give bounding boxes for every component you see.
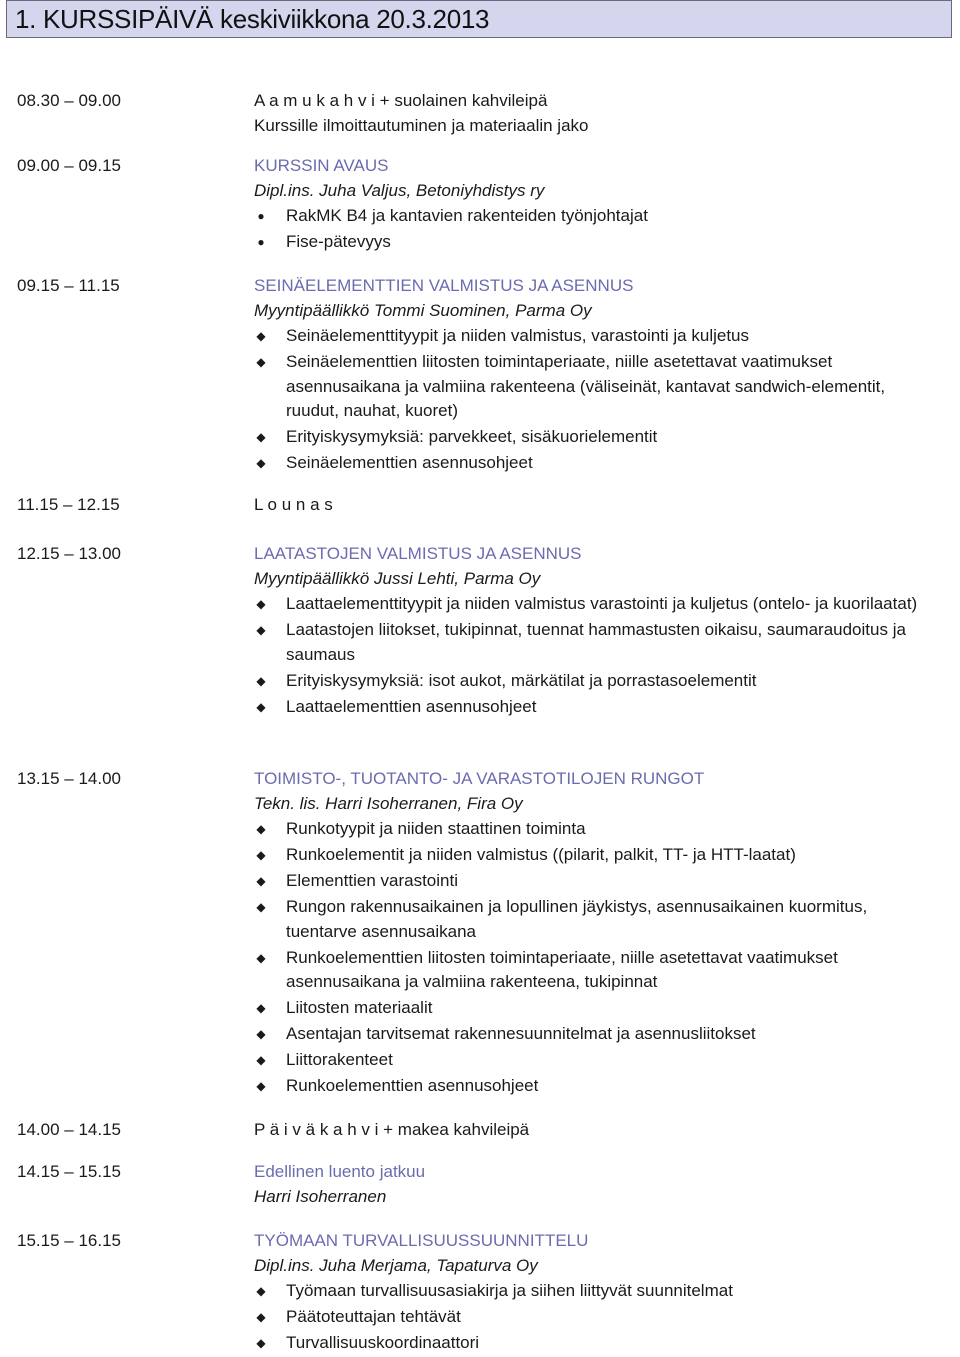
diamond-bullet-icon: ◆ xyxy=(256,848,266,862)
session-title: TYÖMAAN TURVALLISUUSSUUNNITTELU xyxy=(254,1231,589,1250)
diamond-bullet-icon: ◆ xyxy=(256,950,266,965)
session-title: KURSSIN AVAUS xyxy=(254,156,389,175)
session-title: SEINÄELEMENTTIEN VALMISTUS JA ASENNUS xyxy=(254,276,634,295)
list-item: ◆ Asentajan tarvitsemat rakennesuunnitelmat ja asennusliitokset xyxy=(254,1022,924,1047)
item-content xyxy=(254,273,924,477)
diamond-bullet-icon: ◆ xyxy=(256,623,266,637)
list-item: ● RakMK B4 ja kantavien rakenteiden työnjohtajat xyxy=(254,204,924,229)
time-label: 14.00 – 14.15 xyxy=(17,1120,121,1139)
item-content xyxy=(254,492,924,517)
item-content xyxy=(254,1117,924,1142)
session-title: TOIMISTO-, TUOTANTO- JA VARASTOTILOJEN RUNGOT xyxy=(254,769,705,788)
time-label: 12.15 – 13.00 xyxy=(17,544,121,563)
diamond-bullet-icon: ◆ xyxy=(256,822,266,836)
registration-line: Kurssille ilmoittautuminen ja materiaalin jako xyxy=(254,115,589,135)
list-item: ◆ Seinäelementtien liitosten toimintaperiaate, niille asetettavat vaatimukset asennusaikana ja valmiina rakenteena (väliseinät, kantavat sandwich-elementit, ruudut, nauhat, kuoret) xyxy=(254,350,924,424)
topic-list xyxy=(254,204,924,255)
list-item: ◆ Seinäelementtien asennusohjeet xyxy=(254,451,924,476)
list-item: ◆ Runkotyypit ja niiden staattinen toiminta xyxy=(254,817,924,842)
session-title: Edellinen luento jatkuu xyxy=(254,1162,426,1181)
topic-list xyxy=(254,592,924,719)
coffee-line: P ä i v ä k a h v i + makea kahvileipä xyxy=(254,1120,530,1139)
time-label: 09.00 – 09.15 xyxy=(17,156,121,175)
session-title: LAATASTOJEN VALMISTUS JA ASENNUS xyxy=(254,544,582,563)
diamond-bullet-icon: ◆ xyxy=(256,673,266,688)
diamond-bullet-icon: ◆ xyxy=(256,355,266,369)
session-speaker: Myyntipäällikkö Tommi Suominen, Parma Oy xyxy=(254,300,592,320)
diamond-bullet-icon: ◆ xyxy=(256,430,266,444)
diamond-bullet-icon: ◆ xyxy=(256,597,266,611)
lunch-line: L o u n a s xyxy=(254,495,333,514)
diamond-bullet-icon: ◆ xyxy=(256,1284,266,1298)
time-label: 13.15 – 14.00 xyxy=(17,769,121,788)
session-speaker: Myyntipäällikkö Jussi Lehti, Parma Oy xyxy=(254,568,541,588)
diamond-bullet-icon: ◆ xyxy=(256,1053,266,1067)
list-item: ● Fise-pätevyys xyxy=(254,230,924,255)
item-content xyxy=(254,1228,924,1357)
day-title: 1. KURSSIPÄIVÄ keskiviikkona 20.3.2013 xyxy=(15,4,490,34)
diamond-bullet-icon: ◆ xyxy=(256,874,266,888)
bullet-dot-icon: ● xyxy=(257,209,265,223)
item-content xyxy=(254,766,924,1100)
coffee-line: A a m u k a h v i + suolainen kahvileipä xyxy=(254,91,548,110)
diamond-bullet-icon: ◆ xyxy=(256,699,266,714)
item-content xyxy=(254,541,924,721)
list-item: ◆ Rungon rakennusaikainen ja lopullinen jäykistys, asennusaikainen kuormitus, tuentarve asennusaikana xyxy=(254,895,924,944)
diamond-bullet-icon: ◆ xyxy=(256,1001,266,1015)
topic-list xyxy=(254,324,924,476)
list-item: ◆ Runkoelementtien asennusohjeet xyxy=(254,1074,924,1099)
list-item: ◆ Elementtien varastointi xyxy=(254,869,924,894)
diamond-bullet-icon: ◆ xyxy=(256,329,266,343)
list-item: ◆ Laatastojen liitokset, tukipinnat, tuennat hammastusten oikaisu, saumaraudoitus ja saumaus xyxy=(254,618,924,667)
list-item: ◆ Laattaelementtien asennusohjeet xyxy=(254,695,924,720)
diamond-bullet-icon: ◆ xyxy=(256,1310,266,1324)
list-item: ◆ Työmaan turvallisuusasiakirja ja siihen liittyvät suunnitelmat xyxy=(254,1279,924,1304)
topic-list xyxy=(254,1279,924,1356)
list-item: ◆ Liittorakenteet xyxy=(254,1048,924,1073)
item-content xyxy=(254,88,924,137)
diamond-bullet-icon: ◆ xyxy=(256,900,266,914)
list-item: ◆ Runkoelementit ja niiden valmistus ((pilarit, palkit, TT- ja HTT-laatat) xyxy=(254,843,924,868)
day-header xyxy=(6,0,952,38)
list-item: ◆ Erityiskysymyksiä: parvekkeet, sisäkuorielementit xyxy=(254,425,924,450)
session-speaker: Dipl.ins. Juha Valjus, Betoniyhdistys ry xyxy=(254,180,545,200)
item-content xyxy=(254,1159,924,1208)
list-item: ◆ Päätoteuttajan tehtävät xyxy=(254,1305,924,1330)
session-speaker: Harri Isoherranen xyxy=(254,1186,387,1206)
list-item: ◆ Erityiskysymyksiä: isot aukot, märkätilat ja porrastasoelementit xyxy=(254,669,924,694)
session-speaker: Tekn. lis. Harri Isoherranen, Fira Oy xyxy=(254,793,523,813)
list-item: ◆ Laattaelementtityypit ja niiden valmistus varastointi ja kuljetus (ontelo- ja kuorilaatat) xyxy=(254,592,924,617)
diamond-bullet-icon: ◆ xyxy=(256,1079,266,1093)
diamond-bullet-icon: ◆ xyxy=(256,1336,266,1350)
time-label: 11.15 – 12.15 xyxy=(17,495,120,514)
bullet-dot-icon: ● xyxy=(257,235,265,249)
list-item: ◆ Runkoelementtien liitosten toimintaperiaate, niille asetettavat vaatimukset asennusaikana ja valmiina rakenteena, tukipinnat xyxy=(254,946,924,995)
list-item: ◆ Turvallisuuskoordinaattori xyxy=(254,1331,924,1356)
time-label: 14.15 – 15.15 xyxy=(17,1162,121,1181)
time-label: 09.15 – 11.15 xyxy=(17,276,120,295)
time-label: 08.30 – 09.00 xyxy=(17,91,121,110)
item-content xyxy=(254,153,924,256)
list-item: ◆ Seinäelementtityypit ja niiden valmistus, varastointi ja kuljetus xyxy=(254,324,924,349)
topic-list xyxy=(254,817,924,1099)
session-speaker: Dipl.ins. Juha Merjama, Tapaturva Oy xyxy=(254,1255,538,1275)
time-label: 15.15 – 16.15 xyxy=(17,1231,121,1250)
diamond-bullet-icon: ◆ xyxy=(256,456,266,470)
list-item: ◆ Liitosten materiaalit xyxy=(254,996,924,1021)
diamond-bullet-icon: ◆ xyxy=(256,1027,266,1041)
